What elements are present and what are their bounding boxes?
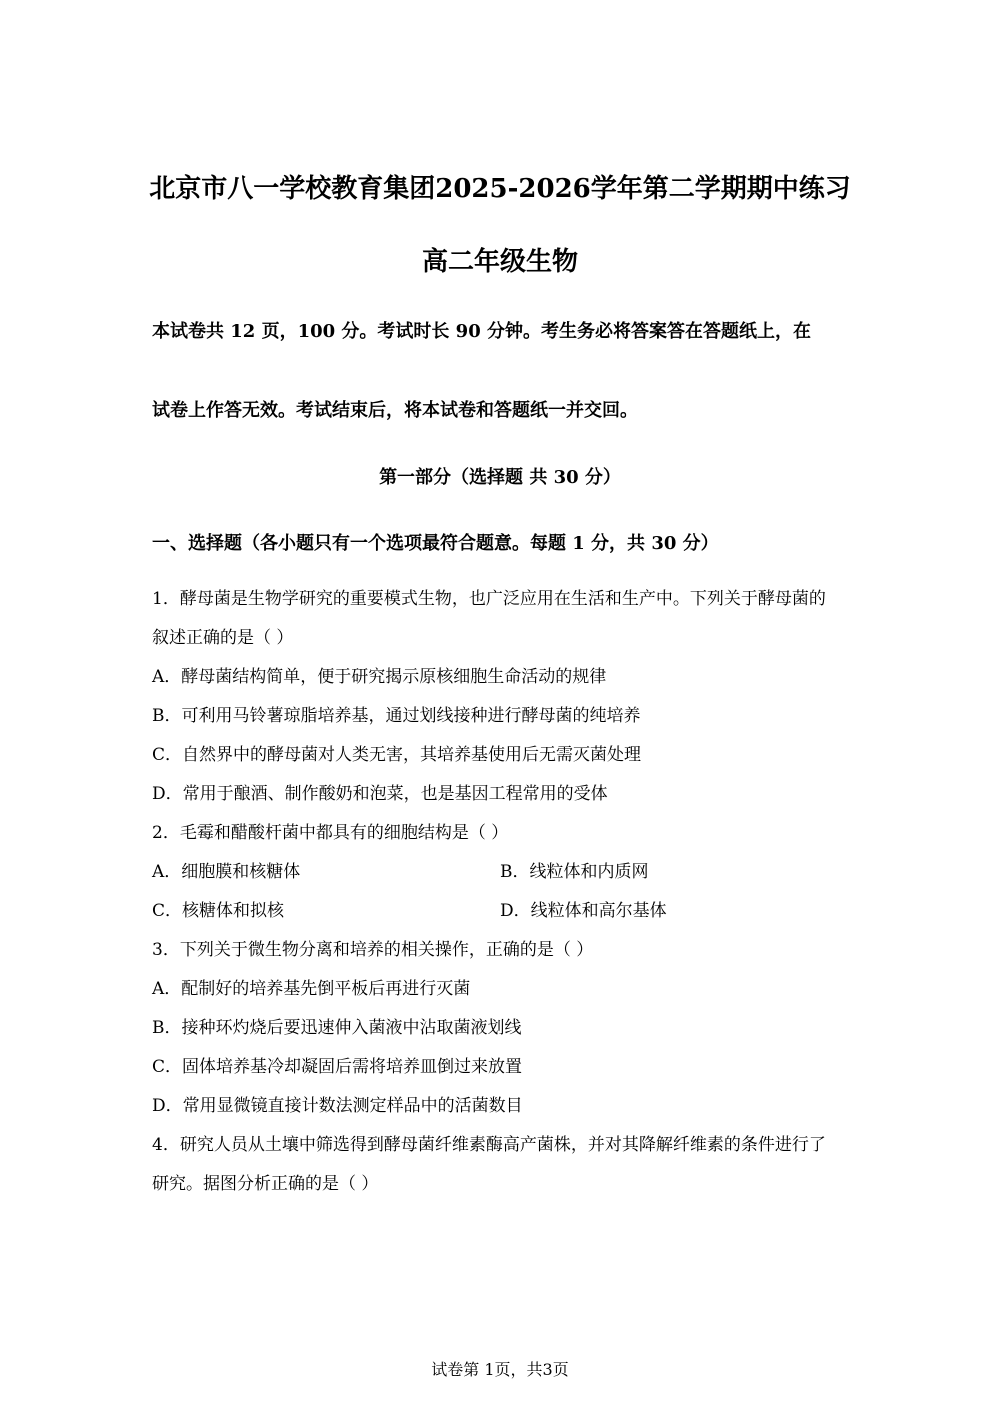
question-2-option-a: A．细胞膜和核糖体 bbox=[152, 862, 301, 882]
question-4-stem-line1: 4．研究人员从土壤中筛选得到酵母菌纤维素酶高产菌株，并对其降解纤维素的条件进行了 bbox=[152, 1135, 826, 1155]
question-2-option-d: D．线粒体和高尔基体 bbox=[500, 901, 667, 921]
question-3-option-d: D．常用显微镜直接计数法测定样品中的活菌数目 bbox=[152, 1096, 523, 1116]
question-1-option-c: C．自然界中的酵母菌对人类无害，其培养基使用后无需灭菌处理 bbox=[152, 745, 642, 765]
part-heading: 第一部分（选择题 共 30 分） bbox=[379, 467, 621, 488]
question-1-stem-line2: 叙述正确的是（ ） bbox=[152, 628, 294, 648]
question-1-stem-line1: 1．酵母菌是生物学研究的重要模式生物，也广泛应用在生活和生产中。下列关于酵母菌的 bbox=[152, 589, 826, 609]
question-2-option-c: C．核糖体和拟核 bbox=[152, 901, 285, 921]
question-3-option-b: B．接种环灼烧后要迅速伸入菌液中沾取菌液划线 bbox=[152, 1018, 522, 1038]
question-1-option-b: B．可利用马铃薯琼脂培养基，通过划线接种进行酵母菌的纯培养 bbox=[152, 706, 641, 726]
question-3-stem: 3．下列关于微生物分离和培养的相关操作，正确的是（ ） bbox=[152, 940, 594, 960]
question-2-stem: 2．毛霉和醋酸杆菌中都具有的细胞结构是（ ） bbox=[152, 823, 509, 843]
question-3-option-c: C．固体培养基冷却凝固后需将培养皿倒过来放置 bbox=[152, 1057, 523, 1077]
exam-title-line1: 北京市八一学校教育集团2025-2026学年第二学期期中练习 bbox=[149, 174, 851, 204]
notice-line2: 试卷上作答无效。考试结束后，将本试卷和答题纸一并交回。 bbox=[152, 400, 638, 421]
exam-title-line2: 高二年级生物 bbox=[421, 247, 578, 277]
question-1-option-a: A．酵母菌结构简单，便于研究揭示原核细胞生命活动的规律 bbox=[152, 667, 607, 687]
question-3-option-a: A．配制好的培养基先倒平板后再进行灭菌 bbox=[152, 979, 471, 999]
section-heading: 一、选择题（各小题只有一个选项最符合题意。每题 1 分，共 30 分） bbox=[152, 533, 719, 554]
notice-line1: 本试卷共 12 页，100 分。考试时长 90 分钟。考生务必将答案答在答题纸上，在 bbox=[152, 321, 812, 342]
question-2-option-b: B．线粒体和内质网 bbox=[500, 862, 649, 882]
question-4-stem-line2: 研究。据图分析正确的是（ ） bbox=[152, 1174, 379, 1194]
page-footer: 试卷第 1页，共3页 bbox=[431, 1360, 569, 1379]
question-1-option-d: D．常用于酿酒、制作酸奶和泡菜，也是基因工程常用的受体 bbox=[152, 784, 608, 804]
